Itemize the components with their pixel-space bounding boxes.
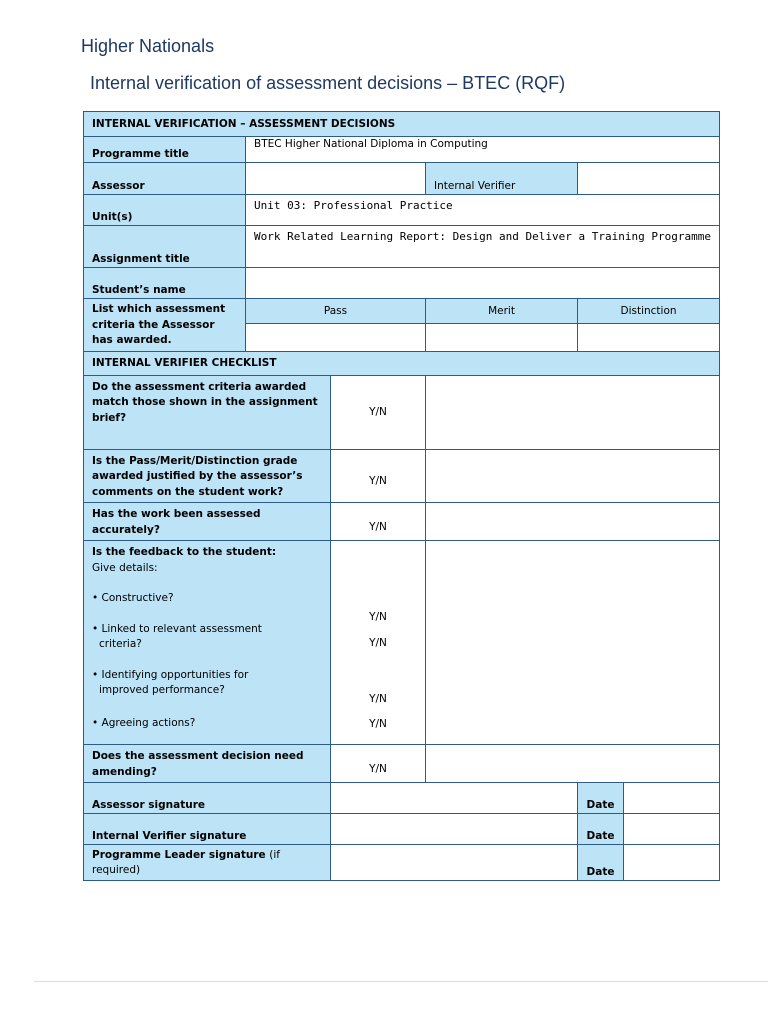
feedback-title: Is the feedback to the student: <box>92 546 277 558</box>
iv-signature-field[interactable] <box>331 814 578 845</box>
question-assessed-accurately: Has the work been assessed accurately? <box>84 503 331 541</box>
programme-title-field[interactable]: BTEC Higher National Diploma in Computing <box>246 137 720 163</box>
pl-signature-label-cell <box>84 845 331 881</box>
pl-signature-field[interactable] <box>331 845 578 881</box>
yn-feedback-constructive[interactable]: Y/N <box>369 611 387 623</box>
internal-verifier-field[interactable] <box>578 163 720 195</box>
assessor-field[interactable] <box>246 163 426 195</box>
iv-date-label: Date <box>578 814 624 845</box>
student-name-field[interactable] <box>246 268 720 299</box>
internal-verifier-label: Internal Verifier <box>426 163 578 195</box>
yn-feedback-actions[interactable]: Y/N <box>369 718 387 730</box>
assessor-label: Assessor <box>84 163 246 195</box>
section-heading: INTERNAL VERIFICATION – ASSESSMENT DECISIONS <box>84 112 720 137</box>
pl-date-label: Date <box>578 845 624 881</box>
pl-signature-label: Programme Leader signature <box>92 849 266 861</box>
page-footer-divider <box>34 981 768 982</box>
programme-title-label: Programme title <box>84 137 246 163</box>
feedback-item-linked-cont: criteria? <box>99 638 142 650</box>
comment-criteria-match[interactable] <box>426 375 720 449</box>
units-field[interactable]: Unit 03: Professional Practice <box>246 195 720 226</box>
yn-feedback-linked[interactable]: Y/N <box>369 637 387 649</box>
yn-feedback-opportunities[interactable]: Y/N <box>369 693 387 705</box>
yn-grade-justified[interactable]: Y/N <box>331 449 426 503</box>
assignment-title-label: Assignment title <box>84 226 246 268</box>
feedback-item-actions: • Agreeing actions? <box>92 716 196 729</box>
assessor-date-field[interactable] <box>624 783 720 814</box>
feedback-item-constructive: • Constructive? <box>92 592 174 604</box>
comment-assessed-accurately[interactable] <box>426 503 720 541</box>
criteria-awarded-label: List which assessment criteria the Assessor has awarded. <box>84 299 246 352</box>
grade-distinction-field[interactable] <box>578 324 720 351</box>
comment-feedback[interactable] <box>426 541 720 745</box>
comment-decision-amending[interactable] <box>426 745 720 783</box>
yn-assessed-accurately[interactable]: Y/N <box>331 503 426 541</box>
assessor-signature-label: Assessor signature <box>84 783 331 814</box>
verification-form <box>83 111 720 881</box>
brand-heading: Higher Nationals <box>81 36 215 56</box>
assignment-title-field[interactable]: Work Related Learning Report: Design and Deliver a Training Programme <box>246 226 720 268</box>
question-criteria-match: Do the assessment criteria awarded match those shown in the assignment brief? <box>84 375 331 449</box>
grade-pass-field[interactable] <box>246 324 426 351</box>
iv-signature-label: Internal Verifier signature <box>84 814 331 845</box>
feedback-item-opportunities-cont: improved performance? <box>99 684 225 696</box>
grade-merit-field[interactable] <box>426 324 578 351</box>
comment-grade-justified[interactable] <box>426 449 720 503</box>
assessor-signature-field[interactable] <box>331 783 578 814</box>
feedback-item-opportunities: • Identifying opportunities for <box>92 668 249 681</box>
iv-date-field[interactable] <box>624 814 720 845</box>
page-title: Internal verification of assessment decisions – BTEC (RQF) <box>90 73 566 93</box>
yn-criteria-match[interactable]: Y/N <box>331 375 426 449</box>
question-grade-justified: Is the Pass/Merit/Distinction grade awarded justified by the assessor’s comments on the student work? <box>84 449 331 503</box>
units-label: Unit(s) <box>84 195 246 226</box>
yn-feedback-group <box>331 541 426 745</box>
pl-date-field[interactable] <box>624 845 720 881</box>
grade-distinction-header: Distinction <box>578 299 720 324</box>
feedback-item-linked: • Linked to relevant assessment <box>92 622 262 635</box>
student-name-label: Student’s name <box>84 268 246 299</box>
yn-decision-amending[interactable]: Y/N <box>331 745 426 783</box>
grade-merit-header: Merit <box>426 299 578 324</box>
grade-pass-header: Pass <box>246 299 426 324</box>
feedback-give-details: Give details: <box>92 561 158 574</box>
pl-signature-note: (if required) <box>92 849 280 876</box>
checklist-heading: INTERNAL VERIFIER CHECKLIST <box>84 351 720 375</box>
question-decision-amending: Does the assessment decision need amending? <box>84 745 331 783</box>
question-feedback <box>84 541 331 745</box>
assessor-date-label: Date <box>578 783 624 814</box>
